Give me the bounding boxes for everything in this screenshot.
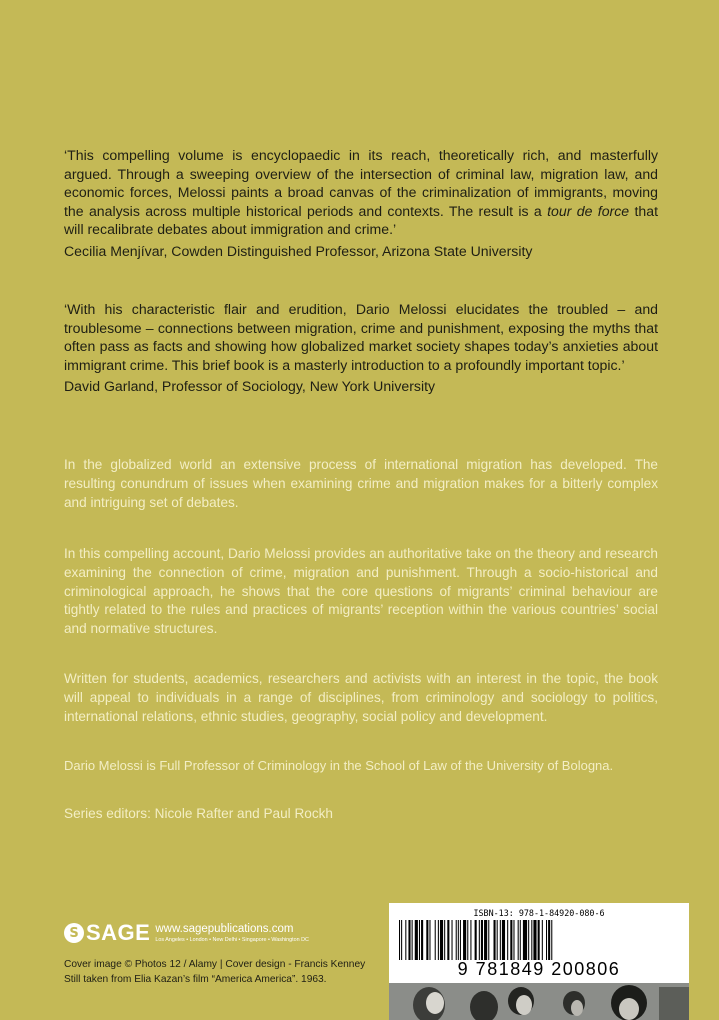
cover-credit-line-2: Still taken from Elia Kazan’s film “America America”. 1963. [64,973,327,985]
barcode-icon [399,920,679,960]
sage-logo-icon: S [64,923,84,943]
quote-1-text: ‘This compelling volume is encyclopaedic in its reach, theoretically rich, and masterfully argued. Through a sweeping overview of the intersection of criminal law, migration law, and economic forces, Melossi paints a broad canvas of the criminalization of immigrants, moving the analysis across multiple historical periods and contexts. The result is a tour de force that will recalibrate debates about immigration and crime.’ [64,147,658,238]
barcode-bar [470,920,471,960]
quote-1-emphasis: tour de force [547,202,630,219]
barcode-bar [488,920,489,960]
barcode-bar [401,920,402,960]
barcode-bar [412,920,413,960]
barcode-bar [502,920,505,960]
barcode-bar [531,920,532,960]
publisher-cities: Los Angeles • London • New Delhi • Singapore • Washington DC [155,936,309,943]
barcode-bar [463,920,466,960]
barcode-bar [523,920,527,960]
barcode-bar [399,920,400,960]
publisher-url: www.sagepublications.com [155,922,294,935]
barcode-bar [551,920,552,960]
description-paragraph-3: Written for students, academics, researchers and activists with an interest in the topic, the book will appeal to individuals in a range of disciplines, from criminology and sociology to politics, international relations, ethnic studies, geography, social policy and development. [64,671,658,724]
barcode-bar [542,920,543,960]
barcode-bar [421,920,423,960]
barcode-bar [440,920,443,960]
barcode-bar [415,920,418,960]
barcode-bar [460,920,461,960]
barcode-bar [408,920,410,960]
barcode-bar [481,920,483,960]
cover-credit-line-1: Cover image © Photos 12 / Alamy | Cover design - Francis Kenney [64,959,366,970]
barcode-bar [518,920,519,960]
sage-logo [64,913,309,953]
author-bio: Dario Melossi is Full Professor of Criminology in the School of Law of the University of Bologna. [64,758,614,773]
barcode-bar [444,920,445,960]
barcode-bar [429,920,430,960]
barcode-bar [456,920,457,960]
barcode-bar [507,920,508,960]
description-paragraph-2: In this compelling account, Dario Melossi provides an authoritative take on the theory and research examining the connection of crime, migration and punishment. Through a socio-historical and criminological approach, he shows that the core questions of migrants’ criminal behaviour are tightly related to the rules and practices of migrants’ reception within the various countries’ social and normative structures. [64,546,658,637]
sage-wordmark: SAGE [86,920,151,945]
cover-photo-strip [389,983,689,1020]
barcode-bar [546,920,547,960]
barcode-bar [479,920,480,960]
barcode-bar [419,920,420,960]
series-editors: Series editors: Nicole Rafter and Paul Rockh [64,806,333,821]
quote-2-text: ‘With his characteristic flair and erudition, Dario Melossi elucidates the troubled – and troublesome – connections between migration, crime and punishment, exposing the myths that often pass as facts and showing how globalized market society shapes today’s anxieties about immigrant crime. This brief book is a masterly introduction to a profoundly important topic.’ [64,301,658,373]
barcode-bar [435,920,436,960]
isbn-label: ISBN-13: 978-1-84920-080-6 [473,908,605,918]
barcode-bar [497,920,498,960]
barcode-bar [513,920,514,960]
cover-credits [64,958,365,987]
barcode-bar [467,920,468,960]
barcode-bar [438,920,439,960]
barcode-bar [533,920,536,960]
barcode-bar [426,920,428,960]
barcode-bar [475,920,477,960]
quote-1-attribution: Cecilia Menjívar, Cowden Distinguished Professor, Arizona State University [64,242,533,259]
endorsement-quote-2 [64,300,658,396]
barcode-bar [447,920,449,960]
endorsement-quote-1 [64,146,658,261]
barcode-bar [458,920,459,960]
barcode-bar [494,920,496,960]
barcode-bar [528,920,529,960]
barcode-bar [520,920,521,960]
barcode-bar [500,920,501,960]
barcode-bar [538,920,540,960]
barcode-bar [405,920,406,960]
barcode-bar [484,920,487,960]
quote-2-attribution: David Garland, Professor of Sociology, New York University [64,378,436,395]
description-paragraph-1: In the globalized world an extensive process of international migration has developed. The resulting conundrum of issues when examining crime and migration makes for a bitterly complex and intriguing set of debates. [64,457,658,510]
barcode-bar [510,920,512,960]
barcode-bar [548,920,550,960]
barcode-bar [452,920,453,960]
isbn-digits: 9 781849 200806 [457,959,621,979]
